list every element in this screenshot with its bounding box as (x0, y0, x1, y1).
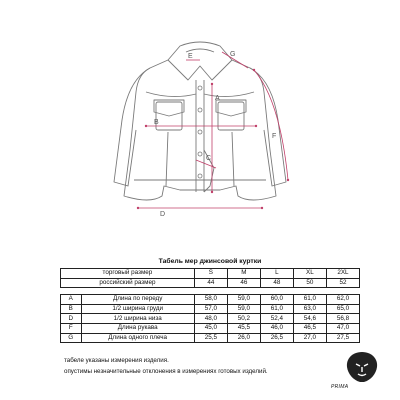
trade-size-label: торговый размер (61, 269, 195, 279)
front-yoke (146, 92, 254, 97)
trade-size-cell: L (260, 269, 293, 279)
russian-size-cell: 50 (293, 278, 326, 288)
row-value: 59,0 (227, 295, 260, 305)
row-value: 27,0 (293, 333, 326, 343)
russian-size-cell: 48 (260, 278, 293, 288)
row-value: 45,5 (227, 323, 260, 333)
row-code: B (61, 304, 82, 314)
table-row (61, 295, 360, 305)
note-line-2: опустимы незначительные отклонения в измерениях готовых изделий. (64, 368, 268, 375)
table-row (61, 314, 360, 324)
table-row (61, 323, 360, 333)
russian-size-cell: 52 (326, 278, 359, 288)
row-code: A (61, 295, 82, 305)
trade-size-row (61, 269, 360, 279)
row-code: G (61, 333, 82, 343)
trade-size-cell: M (227, 269, 260, 279)
row-value: 45,0 (194, 323, 227, 333)
row-name: Длина одного плеча (81, 333, 194, 343)
row-name: Длина рукава (81, 323, 194, 333)
label-g: G (230, 51, 236, 58)
button-5 (198, 174, 202, 178)
label-d: D (160, 211, 166, 218)
button-1 (198, 86, 202, 90)
table-title: Табель мер джинсовой куртки (158, 258, 262, 265)
label-c: C (206, 155, 212, 162)
trade-size-cell: S (194, 269, 227, 279)
row-value: 27,5 (326, 333, 359, 343)
row-value: 62,0 (326, 295, 359, 305)
row-value: 65,0 (326, 304, 359, 314)
russian-size-cell: 44 (194, 278, 227, 288)
label-e: E (188, 53, 193, 60)
row-value: 25,5 (194, 333, 227, 343)
measure-line-f (254, 70, 288, 180)
row-code: F (61, 323, 82, 333)
size-table-container (60, 256, 360, 343)
row-value: 46,5 (293, 323, 326, 333)
row-value: 58,0 (194, 295, 227, 305)
row-value: 56,8 (326, 314, 359, 324)
row-value: 26,5 (260, 333, 293, 343)
collar (168, 42, 232, 80)
row-value: 59,0 (227, 304, 260, 314)
row-value: 47,0 (326, 323, 359, 333)
notes (64, 355, 268, 377)
row-value: 48,0 (194, 314, 227, 324)
table-spacer-row (61, 288, 360, 295)
label-f: F (272, 133, 277, 140)
row-code: D (61, 314, 82, 324)
russian-size-cell: 46 (227, 278, 260, 288)
row-value: 60,0 (260, 295, 293, 305)
row-value: 61,0 (293, 295, 326, 305)
row-value: 61,0 (260, 304, 293, 314)
table-caption-row (61, 256, 360, 269)
russian-size-row (61, 278, 360, 288)
brand-name: PRIMA (331, 384, 349, 390)
lion-head-icon (342, 350, 382, 384)
button-2 (198, 108, 202, 112)
button-4 (198, 152, 202, 156)
row-name: 1/2 ширина груди (81, 304, 194, 314)
row-name: Длина по переду (81, 295, 194, 305)
trade-size-cell: XL (293, 269, 326, 279)
row-value: 46,0 (260, 323, 293, 333)
note-line-1: табеле указаны измерения изделия. (64, 357, 169, 364)
collar-stand (186, 49, 214, 52)
label-b: B (154, 119, 159, 126)
row-value: 50,2 (227, 314, 260, 324)
table-row (61, 304, 360, 314)
table-row (61, 333, 360, 343)
label-a: A (215, 95, 220, 102)
row-name: 1/2 ширина низа (81, 314, 194, 324)
row-value: 63,0 (293, 304, 326, 314)
row-value: 52,4 (260, 314, 293, 324)
trade-size-cell: 2XL (326, 269, 359, 279)
russian-size-label: российский размер (61, 278, 195, 288)
size-table (60, 256, 360, 343)
button-3 (198, 130, 202, 134)
row-value: 57,0 (194, 304, 227, 314)
row-value: 26,0 (227, 333, 260, 343)
row-value: 54,6 (293, 314, 326, 324)
